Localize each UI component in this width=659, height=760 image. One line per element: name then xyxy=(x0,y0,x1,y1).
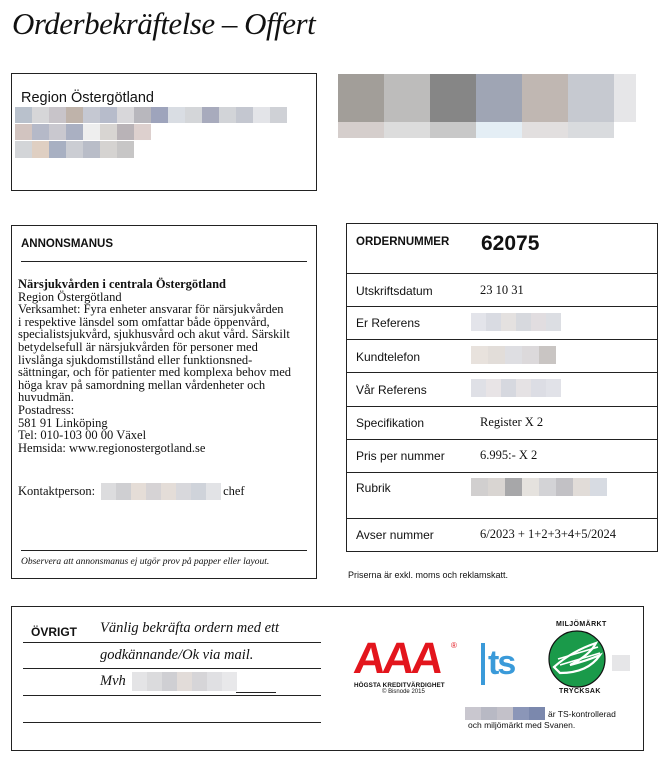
redacted-company xyxy=(465,707,545,720)
redacted-logo xyxy=(338,74,636,138)
ts-logo-text: ts xyxy=(488,644,515,682)
ad-note-divider xyxy=(21,550,307,551)
order-row-label: Rubrik xyxy=(356,481,391,495)
order-row-value: 23 10 31 xyxy=(480,283,524,297)
ad-heading: ANNONSMANUS xyxy=(21,238,113,250)
redacted-value xyxy=(471,346,556,364)
ad-body-line: Hemsida: www.regionostergotland.se xyxy=(18,440,206,455)
ad-heading-divider xyxy=(21,261,307,262)
order-row-value: 6/2023 + 1+2+3+4+5/2024 xyxy=(480,527,616,541)
other-line-3: Mvh xyxy=(100,673,126,689)
ts-bar xyxy=(481,643,485,685)
ad-body-line: 581 91 Linköping xyxy=(18,415,108,430)
customer-name: Region Östergötland xyxy=(21,90,154,106)
order-row-pris xyxy=(347,440,657,473)
ad-body-line: i respektive länsdel som omfattar både öppenvård, xyxy=(18,314,270,329)
price-note: Priserna är exkl. moms och reklamskatt. xyxy=(348,570,509,580)
swan-ecolabel-icon xyxy=(542,621,612,697)
order-row-var-referens xyxy=(347,373,657,407)
cert-line-1: är TS-kontrollerad xyxy=(548,708,616,719)
redacted-value xyxy=(471,478,607,496)
redacted-contact-name xyxy=(101,483,221,500)
swan-bottom-text: TRYCKSAK xyxy=(559,688,601,695)
ad-contact-row xyxy=(18,483,245,500)
customer-box xyxy=(11,73,317,191)
ad-contact-suffix: chef xyxy=(223,484,245,498)
aaa-copyright: © Bisnode 2015 xyxy=(382,689,425,695)
ad-manuscript-box xyxy=(11,225,317,579)
aaa-logo: AAA xyxy=(351,634,443,683)
other-line-1: Vänlig bekräfta ordern med ett xyxy=(100,620,280,636)
order-row-kundtelefon xyxy=(347,340,657,373)
order-row-rubrik xyxy=(347,473,657,519)
order-row-er-referens xyxy=(347,307,657,340)
ad-contact-label: Kontaktperson: xyxy=(18,484,96,498)
other-line-3-row xyxy=(100,672,237,691)
aaa-credit-badge xyxy=(351,634,462,695)
ad-body-line: Verksamhet: Fyra enheter ansvarar för närsjukvården xyxy=(18,302,284,317)
ad-body-line: huvudmän. xyxy=(18,390,74,405)
order-number-row xyxy=(347,224,657,274)
order-box xyxy=(346,223,658,552)
other-rule xyxy=(236,692,276,693)
order-row-label: Utskriftsdatum xyxy=(356,284,433,298)
redacted-badge-extra xyxy=(612,655,630,671)
ad-org-sub: Region Östergötland xyxy=(18,289,122,304)
redacted-address-1 xyxy=(15,107,287,123)
aaa-subtitle: HÖGSTA KREDITVÄRDIGHET xyxy=(354,682,445,689)
bottom-box xyxy=(11,606,644,751)
other-rule xyxy=(23,722,321,723)
registered-mark: ® xyxy=(451,641,457,650)
order-number-value: 62075 xyxy=(481,232,540,255)
page-title: Orderbekräftelse – Offert xyxy=(12,6,316,41)
order-row-label: Er Referens xyxy=(356,316,421,330)
other-rule xyxy=(23,668,321,669)
ts-logo-icon xyxy=(480,643,522,687)
ad-note: Observera att annonsmanus ej utgör prov på papper eller layout. xyxy=(21,557,270,567)
ad-body-line: Tel: 010-103 00 00 Växel xyxy=(18,428,147,443)
redacted-value xyxy=(471,379,561,397)
cert-line-2: och miljömärkt med Svanen. xyxy=(468,720,576,730)
redacted-address-3 xyxy=(15,141,134,158)
other-label: ÖVRIGT xyxy=(31,625,78,639)
redacted-signature xyxy=(132,672,237,691)
order-row-label: Kundtelefon xyxy=(356,350,421,364)
other-line-2: godkännande/Ok via mail. xyxy=(100,647,254,663)
order-row-label: Vår Referens xyxy=(356,383,427,397)
cert-line-1-row xyxy=(465,707,616,720)
order-row-date xyxy=(347,274,657,307)
redacted-address-2 xyxy=(15,124,151,140)
order-row-avser xyxy=(347,519,657,551)
other-rule xyxy=(23,642,321,643)
ad-body-line: betydelsefull är närsjukvården för personer med xyxy=(18,339,258,354)
redacted-value xyxy=(471,313,561,331)
ad-body-line: sättningar, och för patienter med komplexa behov med xyxy=(18,365,292,380)
ad-body-line: Postadress: xyxy=(18,402,75,417)
ad-body-line: livslånga sjukdomstillstånd eller funktionsned- xyxy=(18,352,253,367)
swan-top-text: MILJÖMÄRKT xyxy=(556,621,607,628)
order-row-label: Pris per nummer xyxy=(356,449,445,463)
order-row-label: Avser nummer xyxy=(356,528,434,542)
ad-body-line: höga krav på samordning mellan vårdenheter och xyxy=(18,377,266,392)
order-row-value: Register X 2 xyxy=(480,415,544,429)
order-row-specifikation xyxy=(347,407,657,440)
ad-body-line: specialistsjukvård, sjukhusvård och akut vård. Särskilt xyxy=(18,327,290,342)
order-number-label: ORDERNUMMER xyxy=(356,236,450,248)
ad-text xyxy=(18,278,291,454)
order-row-value: 6.995:- X 2 xyxy=(480,448,538,462)
order-row-label: Specifikation xyxy=(356,416,425,430)
other-rule xyxy=(23,695,321,696)
ad-org-title: Närsjukvården i centrala Östergötland xyxy=(18,277,226,291)
